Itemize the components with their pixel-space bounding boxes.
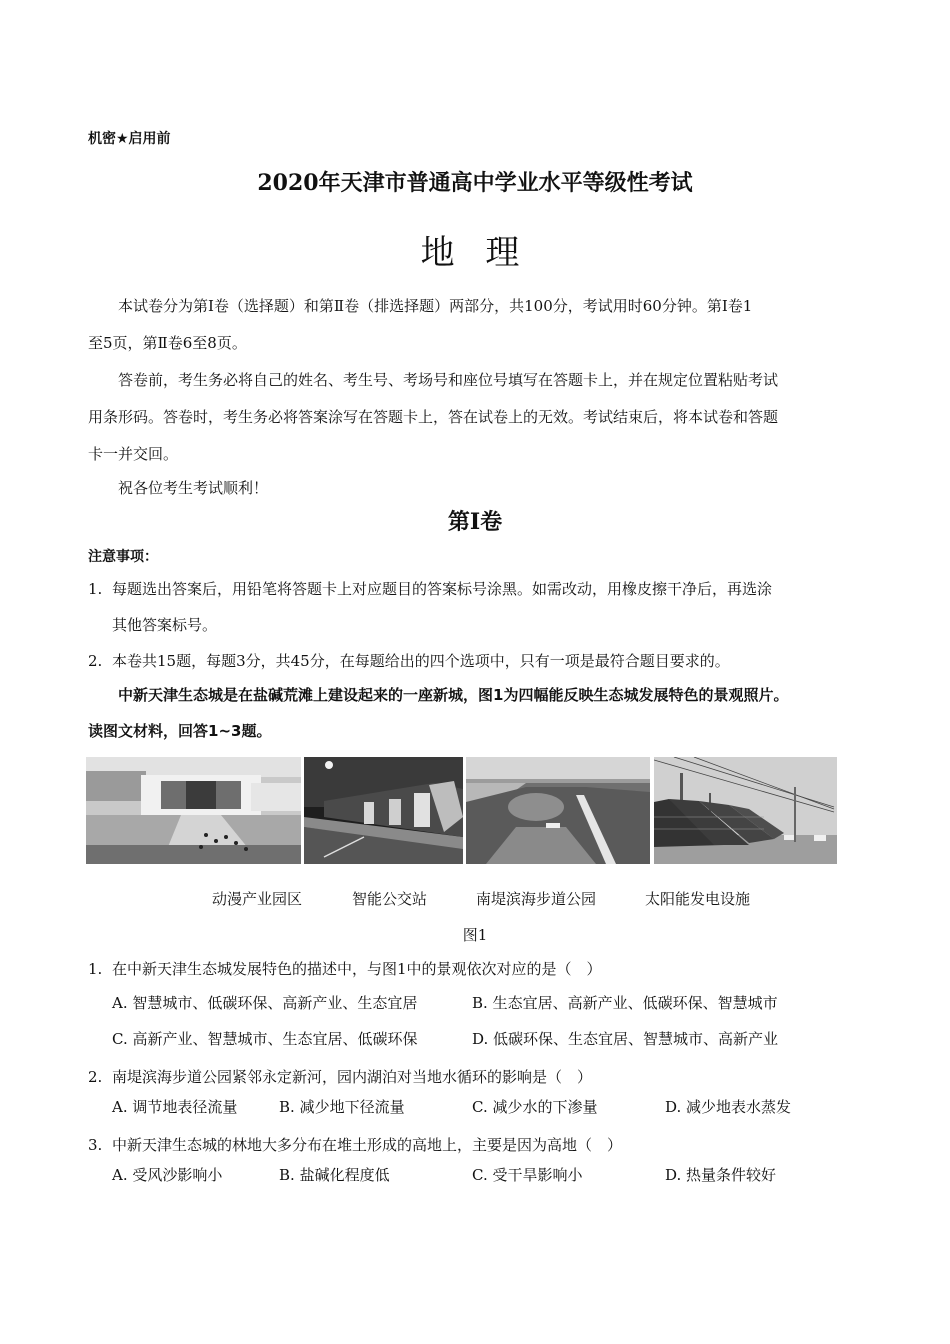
note-text-cont: 其他答案标号。 — [112, 616, 218, 634]
building-photo-icon — [86, 757, 301, 864]
option-c[interactable]: C. 受干旱影响小 — [472, 1166, 583, 1184]
volume-title: 第Ⅰ卷 — [447, 509, 503, 535]
intro-p2-line1: 答卷前，考生务必将自己的姓名、考生号、考场号和座位号填写在答题卡上，并在规定位置粘贴考试 — [118, 371, 779, 389]
option-b[interactable]: B. 生态宜居、高新产业、低碳环保、智慧城市 — [472, 994, 778, 1012]
note-number: 2. — [88, 652, 103, 670]
confidential-label: 机密★启用前 — [88, 131, 171, 147]
question-stem: 中新天津生态城的林地大多分布在堆土形成的高地上，主要是因为高地（ ） — [112, 1136, 623, 1154]
figure-label: 图1 — [462, 926, 488, 944]
question-3 — [88, 1128, 878, 1163]
intro-p2-line2: 用条形码。答卷时，考生务必将答案涂写在答题卡上，答在试卷上的无效。考试结束后，将本试卷和答题 — [88, 408, 779, 426]
option-c[interactable]: C. 减少水的下渗量 — [472, 1098, 598, 1116]
intro-p1-line2: 至5页，第Ⅱ卷6至8页。 — [88, 334, 247, 352]
question-stem: 在中新天津生态城发展特色的描述中，与图1中的景观依次对应的是（ ） — [112, 960, 602, 978]
option-a[interactable]: A. 调节地表径流量 — [112, 1098, 238, 1116]
question-number: 1. — [88, 960, 103, 978]
park-photo-icon — [466, 757, 650, 864]
question-2 — [88, 1060, 878, 1095]
material-line1: 中新天津生态城是在盐碱荒滩上建设起来的一座新城，图1为四幅能反映生态城发展特色的景观照片。 — [118, 686, 789, 704]
option-b[interactable]: B. 盐碱化程度低 — [279, 1166, 390, 1184]
note-item-2 — [88, 643, 868, 679]
option-a[interactable]: A. 智慧城市、低碳环保、高新产业、生态宜居 — [112, 994, 418, 1012]
question-number: 2. — [88, 1068, 103, 1086]
intro-paragraph-1 — [88, 288, 868, 362]
photo-caption: 动漫产业园区 — [212, 890, 303, 908]
note-number: 1. — [88, 580, 103, 598]
photo-caption: 南堤滨海步道公园 — [476, 890, 597, 908]
intro-paragraph-2 — [88, 362, 868, 473]
option-d[interactable]: D. 低碳环保、生态宜居、智慧城市、高新产业 — [472, 1030, 779, 1048]
option-b[interactable]: B. 减少地下径流量 — [279, 1098, 405, 1116]
subject-title: 地 理 — [420, 233, 530, 273]
exam-title: 2020年天津市普通高中学业水平等级性考试 — [257, 170, 693, 196]
intro-p1-line1: 本试卷分为第Ⅰ卷（选择题）和第Ⅱ卷（排选择题）两部分，共100分，考试用时60分钟。第Ⅰ卷1 — [118, 297, 753, 315]
material-text — [88, 677, 888, 749]
solar-panel-photo-icon — [654, 757, 837, 864]
note-text: 本卷共15题，每题3分，共45分，在每题给出的四个选项中，只有一项是最符合题目要求的。 — [112, 652, 730, 670]
bus-stop-photo-icon — [304, 757, 463, 864]
option-a[interactable]: A. 受风沙影响小 — [112, 1166, 223, 1184]
photo-caption: 太阳能发电设施 — [645, 890, 751, 908]
question-1 — [88, 952, 878, 987]
note-item-1 — [88, 571, 868, 643]
option-d[interactable]: D. 减少地表水蒸发 — [665, 1098, 792, 1116]
note-text: 每题选出答案后，用铅笔将答题卡上对应题目的答案标号涂黑。如需改动，用橡皮擦干净后，再选涂 — [112, 580, 773, 598]
photo-caption: 智能公交站 — [352, 890, 428, 908]
option-d[interactable]: D. 热量条件较好 — [665, 1166, 777, 1184]
intro-paragraph-3: 祝各位考生考试顺利！ — [118, 479, 269, 497]
option-c[interactable]: C. 高新产业、智慧城市、生态宜居、低碳环保 — [112, 1030, 418, 1048]
question-stem: 南堤滨海步道公园紧邻永定新河，园内湖泊对当地水循环的影响是（ ） — [112, 1068, 593, 1086]
material-line2: 读图文材料，回答1~3题。 — [88, 722, 272, 740]
intro-p2-line3: 卡一并交回。 — [88, 445, 179, 463]
notes-heading: 注意事项： — [88, 549, 158, 565]
question-number: 3. — [88, 1136, 103, 1154]
